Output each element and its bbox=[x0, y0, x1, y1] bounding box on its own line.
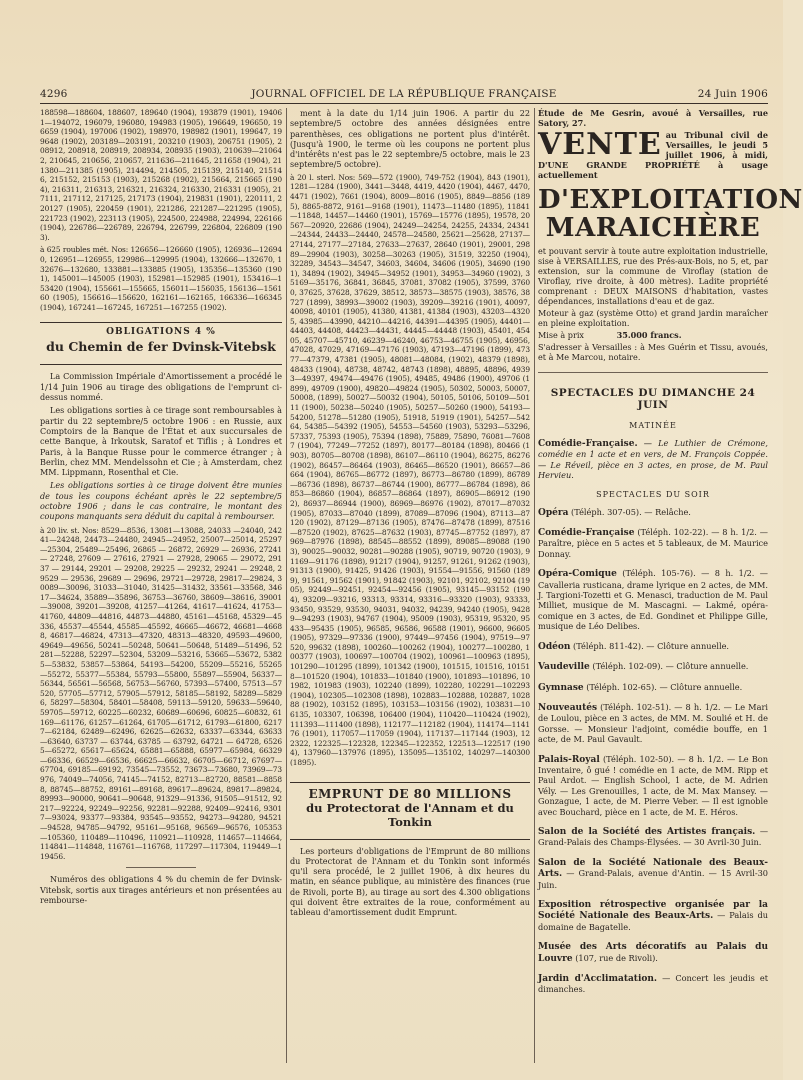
theatre-name: Nouveautés bbox=[538, 702, 598, 713]
header-rule bbox=[40, 103, 768, 104]
section-heading-box bbox=[40, 322, 282, 365]
column-2 bbox=[290, 108, 530, 1068]
ad-price-label: Mise à prix bbox=[538, 330, 584, 340]
exhibition-name: Exposition rétrospective organisée par la Société Nationale des Beaux-Arts. bbox=[538, 900, 768, 922]
column-1 bbox=[40, 108, 282, 1068]
ad-price: 35.000 francs. bbox=[616, 330, 682, 340]
issue-date: 24 Juin 1906 bbox=[697, 88, 768, 100]
column-divider-2 bbox=[534, 108, 535, 1063]
spectacles-title: SPECTACLES DU DIMANCHE 24 JUIN bbox=[550, 387, 756, 411]
ad-price-line bbox=[538, 330, 768, 340]
section-heading-box bbox=[290, 782, 530, 840]
theatre-entry bbox=[538, 568, 768, 631]
ad-body: et pouvant servir à toute autre exploitation industrielle, sise à VERSAILLES, rue des Prés-aux-Bois, no 5, et, par extension, sur la commune de Viroflay (station de Viroflay, rive droite, à 400 mètres). Ladite propriété comprenant : DEUX MAISONS d'habitation, vastes dépendances, installations d'eau et de gaz. bbox=[538, 246, 768, 306]
footer-paragraph: Numéros des obligations 4 % du chemin de fer Dvinsk-Vitebsk, sortis aux tirages antérieurs et non présentées au rembourse- bbox=[40, 874, 282, 905]
ad-line: au Tribunal civil de Versailles, le jeudi 5 juillet 1906, à midi, D'UNE GRANDE PROPRIÉTÉ à usage actuellement bbox=[538, 130, 768, 180]
theatre-detail: (Téléph. 102-22). — 8 h. 1/2. — Paraître, pièce en 5 actes et 5 tableaux, de M. Maurice Donnay. bbox=[538, 527, 768, 559]
column-divider-1 bbox=[286, 108, 287, 1063]
theatre-entry bbox=[538, 682, 768, 693]
theatre-name: Odéon bbox=[538, 641, 571, 652]
notice-paragraph: La Commission Impériale d'Amortissement a procédé le 1/14 Juin 1906 au tirage des obligations de l'emprunt ci-dessus nommé. bbox=[40, 371, 282, 403]
exhibition-name: Salon de la Société des Artistes français. bbox=[538, 826, 756, 837]
theatre-entry bbox=[538, 527, 768, 559]
theatre-detail: (Téléph. 102-65). — Clôture annuelle. bbox=[586, 681, 743, 692]
separator bbox=[538, 372, 768, 373]
exhibition-detail: — Grand-Palais, avenue d'Antin. — 15 Avril-30 Juin. bbox=[538, 868, 769, 890]
section-label: OBLIGATIONS 4 % bbox=[106, 327, 216, 338]
exhibition-name: Salon de la Société Nationale des Beaux-Arts. bbox=[538, 857, 768, 880]
theatre-name: Palais-Royal bbox=[538, 754, 600, 765]
ad-headline: D'EXPLOITATION MARAICHÈRE bbox=[538, 185, 803, 243]
theatre-entry bbox=[538, 754, 768, 817]
page-number: 4296 bbox=[40, 88, 68, 100]
bond-numbers-block: à 20 liv. st. Nos: 8529—8536, 13081—13088, 24033 —24040, 24241—24248, 24473—24480, 24945—24952, 25007—25014, 25297—25304, 25489—25496, 26865 — 26872, 26929 — 26936, 27241 — 27248, 27609 — 27616, 27921 — 27928, 29065 — 29072, 29137 — 29144, 29201 — 29208, 29225 — 29232, 29241 — 29248, 29529 — 29536, 29689 — 29696, 29721—29728, 29817—29824, 30089—30096, 31033—31040, 31425—31432, 33561—33568, 34617—34624, 35889—35896, 36753—36760, 38609—38616, 39001—39008, 39201—39208, 41257—41264, 41617—41624, 41753—41760, 44809—44816, 44873—44880, 45161—45168, 45329—45336, 45537—45544, 45585—45592, 46665—46672, 46681—46688, 46817—46824, 47313—47320, 48313—48320, 49593—49600, 49649—49656, 50241—50248, 50641—50648, 51489—51496, 52281—52288, 52297—52304, 53209—53216, 53665—53672, 53825—53832, 53857—53864, 54193—54200, 55209—55216, 55265—55272, 55377—55384, 55793—55800, 55897—55904, 56337—56344, 56561—56568, 56753—56760, 57393—57400, 57513—57520, 57705—57712, 57905—57912, 58185—58192, 58289—58296, 58297—58304, 58401—58408, 59113—59120, 59633—59640, 59705—59712, 60225—60232, 60689—60696, 60825—60832, 61169—61176, 61257—61264, 61705—61712, 61793—61800, 62177—62184, 62489—62496, 62625—62632, 63337—63344, 63633—63640, 63737 — 63744, 63785 — 63792, 64721 — 64728, 65265—65272, 65617—65624, 65881—65888, 65977—65984, 66329—66336, 66529—66536, 66625—66632, 66705—66712, 67697—67704, 69185—69192, 73545—73552, 73673—73680, 73969—73976, 74049—74056, 74145—74152, 82713—82720, 88581—88588, 88745—88752, 89161—89168, 89617—89624, 89817—89824, 89993—90000, 90641—90648, 91329—91336, 91505—91512, 92217—92224, 92249—92256, 92281—92288, 92409—92416, 93017—93024, 93377—93384, 93545—93552, 94273—94280, 94521—94528, 94785—94792, 95161—95168, 96569—96576, 105353—105360, 110489—110496, 110921—110928, 114657—114664, 114841—114848, 116761—116768, 117297—117304, 119449—119456. bbox=[40, 525, 282, 861]
theatre-detail: (Téléph. 102-09). — Clôture annuelle. bbox=[592, 661, 749, 672]
theatre-detail: (Téléph. 811-42). — Clôture annuelle. bbox=[573, 640, 730, 651]
journal-title: JOURNAL OFFICIEL DE LA RÉPUBLIQUE FRANÇAISE bbox=[251, 88, 557, 100]
exhibition-name: Musée des Arts décoratifs au Palais du Louvre bbox=[538, 942, 768, 964]
bond-numbers-block: 188598—188604, 188607, 189640 (1904), 193879 (1901), 194061—194072, 196079, 196080, 194983 (1905), 196649, 196650, 196659 (1904), 197006 (1902), 198970, 198982 (1901), 199647, 199648 (1902), 203189—203191, 203210 (1903), 206751 (1905), 208912, 208918, 208919, 208934, 208935 (1903), 210639—210642, 210645, 210656, 210657, 211636—211645, 211658 (1904), 211380—211385 (1905), 214494, 214505, 215139, 215140, 215146, 215152, 215153 (1903), 215268 (1902), 215664, 215665 (1904), 216311, 216313, 216321, 216324, 216330, 216331 (1905), 217111, 217112, 217125, 217173 (1904), 219831 (1901), 220111, 220127 (1905), 220459 (1901), 221286, 221287—221295 (1905), 221723 (1902), 223113 (1905), 224500, 224988, 224994, 226166 (1904), 226786—226789, 226794, 226799, 226804, 226809 (1903). bbox=[40, 108, 282, 242]
column-3 bbox=[538, 108, 803, 1068]
exhibition-detail: — Concert les jeudis et dimanches. bbox=[538, 973, 768, 995]
section-subtitle: du Protectorat de l'Annam et du Tonkin bbox=[306, 800, 514, 829]
exhibition-detail: (107, rue de Rivoli). bbox=[575, 952, 658, 963]
bond-numbers-block: à 625 roubles mét. Nos: 126656—126660 (1905), 126936—126940, 126951—126955, 129986—129995 (1904), 132666—132670, 132676—132680, 133881—133885 (1905), 135356—135360 (1901), 145001—145005 (1903), 152981—152985 (1901), 153416—153420 (1904), 155661—155665, 156011—156035, 156136—156160 (1905), 156616—156620, 162161—162165, 166336—166345 (1904), 167241—167245, 167251—167255 (1902). bbox=[40, 245, 282, 312]
notice-paragraph: Les porteurs d'obligations de l'Emprunt de 80 millions du Protectorat de l'Annam et du Tonkin sont informés qu'il sera procédé, le 2 juillet 1906, à dix heures du matin, en séance publique, au ministère des finances (rue de Rivoli, porte B), au tirage au sort des 4.300 obligations qui doivent être extraites de la roue, conformément au tableau d'amortissement dudit Emprunt. bbox=[290, 845, 530, 918]
theatre-name: Vaudeville bbox=[538, 662, 590, 673]
theatre-entry bbox=[538, 438, 768, 481]
notice-paragraph: Les obligations sorties à ce tirage sont remboursables à partir du 22 septembre/5 octobre 1906 : en Russie, aux Comptoirs de la Banque de l'État et aux succursales de cette Banque, à Irkoutsk, Saratof et Tiflis ; à Londres et Paris, à la Banque Russe pour le commerce étranger ; à Berlin, chez MM. Mendelssohn et Cie ; à Amsterdam, chez MM. Lippmann, Rosenthal et Cie. bbox=[40, 405, 282, 478]
ad-vente-word: VENTE bbox=[538, 127, 662, 162]
theatre-name: Gymnase bbox=[538, 682, 584, 693]
theatre-detail: (Téléph. 102-51). — 8 h. 1/2. — Le Mari de Loulou, pièce en 3 actes, de MM. M. Soulié et H. de Gorsse. — Monsieur l'adjoint, comédie bouffe, en 1 acte, de M. Paul Gavault. bbox=[538, 701, 768, 745]
exhibition-entry bbox=[538, 899, 768, 932]
ad-vente-block bbox=[538, 127, 768, 180]
theatre-detail: (Téléph. 307-05). — Relâche. bbox=[571, 506, 691, 517]
ad-contact: S'adresser à Versailles : à Mes Guérin et Tissu, avoués, et à Me Marcou, notaire. bbox=[538, 342, 768, 362]
section-title: du Chemin de fer Dvinsk-Vitebsk bbox=[46, 339, 276, 355]
ad-motor: Moteur à gaz (système Otto) et grand jardin maraîcher en pleine exploitation. bbox=[538, 308, 768, 328]
theatre-detail: (Téléph. 105-76). — 8 h. 1/2. — Cavalleria rusticana, drame lyrique en 2 actes, de MM. J. Targioni-Tozetti et G. Menasci, traduction de M. Paul Milliet, musique de M. Mascagni. — Lakmé, opéra-comique en 3 actes, de Ed. Gondinet et Philippe Gille, musique de Léo Delibes. bbox=[538, 568, 768, 632]
exhibition-name: Jardin d'Acclimatation. bbox=[538, 974, 658, 985]
bond-numbers-block: à 20 l. sterl. Nos: 569—572 (1900), 749-752 (1904), 843 (1901), 1281—1284 (1900), 3441—3448, 4419, 4420 (1904), 4467, 4470, 4471 (1902), 7661 (1904), 8009—8016 (1905), 8849—8856 (1895), 8865-8872, 9161—9168 (1901), 11473—11480 (1895), 11841—11848, 14457—14460 (1901), 15769—15776 (1895), 19578, 20567—20920, 22686 (1904), 24249—24254, 24255, 24334, 24341—24344, 24433—24440, 24578—24580, 25621—25628, 27137—27144, 27177—27184, 27633—27637, 28640 (1901), 29001, 29889—29904 (1903), 30258—30263 (1905), 31519, 32250 (1904), 32289, 34543—34547, 34603, 34604, 34606 (1905), 34690 (1901), 34894 (1902), 34945—34952 (1901), 34953—34960 (1902), 35169—35176, 36841, 36845, 37081, 37082 (1905), 37599, 37600, 37625, 37628, 37629, 38512, 38573—38575 (1903), 38576, 38727 (1899), 38993—39002 (1903), 39209—39216 (1901), 40097, 40098, 40101 (1905), 41380, 41381, 41384 (1903), 43203—43205, 43985—43990, 44210—44216, 44391—44395 (1905), 44401—44403, 44408, 44423—44431, 44445—44448 (1903), 45401, 45405, 45707—45710, 46239—46240, 46753—46755 (1905), 46956, 47028, 47029, 47169—47176 (1903), 47193—47196 (1899), 47377—47379, 47381 (1905), 48081—48084, (1902), 48379 (1898), 48433 (1904), 48738, 48742, 48743 (1898), 48895, 48896, 49393—49397, 49474—49476 (1905), 49485, 49486 (1900), 49706 (1899), 49709 (1900), 49820—49824 (1905), 50302, 50003, 50007, 50008, (1899), 50027—50032 (1904), 50105, 50106, 50109—50111 (1900), 50238—50240 (1905), 50257—50260 (1900), 54193—54200, 51278—51280 (1905), 51918, 51919 (1901), 54257—54264, 54385—54392 (1905), 54553—54560 (1903), 53293—53296, 57337, 75393 (1905), 75394 (1898), 75889, 75890, 76081—76087 (1904), 77249—77252 (1897), 80177—80184 (1898), 80466 (1903), 80705—80708 (1898), 86107—86110 (1904), 86275, 86276 (1902), 86457—86464 (1903), 86465—86520 (1901), 86657—86664 (1904), 86765—86772 (1897), 86773—86780 (1899), 86789—86736 (1898), 86737—86744 (1900), 86777—86784 (1898), 86853—86860 (1904), 86857—86864 (1897), 86905—86912 (1902), 86937—86944 (1900), 86969—86976 (1902), 87017—87032 (1905), 87033—87040 (1899), 87089—87096 (1904), 87113—87120 (1902), 87129—87136 (1905), 87476—87478 (1899), 87516—87520 (1902), 87625—87632 (1903), 87745—87752 (1897), 87969—87976 (1898), 88545—88552 (1899), 89085—89088 (1903), 90025—90032, 90281—90288 (1905), 90719, 90720 (1903), 91169—91176 (1898), 91217 (1904), 91257, 91261, 91262 (1903), 91313 (1900), 91425, 91426 (1903), 91554—91556, 91560 (1899), 91561, 91562 (1901), 91842 (1903), 92101, 92102, 92104 (1905), 92449—92451, 92454—92456 (1905), 93145—93152 (1904), 93209—93216, 93313, 93314, 93316—93320 (1903), 93333, 93450, 93529, 93530, 94031, 94032, 94239, 94240 (1905), 94289—94293 (1903), 94767 (1904), 95009 (1903), 95319, 95320, 95433—95435 (1905), 96585, 96586, 96588 (1901), 96600, 96605 (1905), 97329—97336 (1900), 97449—97456 (1904), 97519—97520, 99632 (1898), 100260—100262 (1904), 100277—100280, 100377 (1903), 100697—100704 (1902), 100961—100963 (1895), 101290—101295 (1899), 101342 (1900), 101515, 101516, 101518—101520 (1904), 101833—101840 (1900), 101893—101896, 101982, 101983 (1903), 102240 (1899), 102280, 102291—102293 (1904), 102305—102308 (1898), 102883—102888, 102887, 102888 (1902), 103152 (1895), 103153—103156 (1902), 103831—106135, 103307, 106398, 106400 (1904), 110420—110424 (1902), 111393—111400 (1898), 112177—112182 (1904), 114174—114176 (1901), 117057—117059 (1904), 117137—117144 (1903), 122322, 122325—122328, 122345—122352, 122513—122517 (1904), 137960—137976 (1895), 135095—135102, 140297—140300 (1895). bbox=[290, 172, 530, 767]
theatre-name: Comédie-Française. bbox=[538, 439, 638, 449]
theatre-entry bbox=[538, 641, 768, 652]
notice-paragraph: Les obligations sorties à ce tirage doivent être munies de tous les coupons échéant après le 22 septembre/5 octobre 1906 ; dans le cas contraire, le montant des coupons manquants sera déduit du capital à rembourser. bbox=[40, 480, 282, 522]
page-header bbox=[40, 88, 768, 104]
ad-intro: Étude de Me Gesrin, avoué à Versailles, rue Satory, 27. bbox=[538, 108, 768, 128]
exhibition-entry bbox=[538, 826, 768, 848]
theatre-entry bbox=[538, 661, 768, 672]
section-title: EMPRUNT DE 80 MILLIONS bbox=[308, 786, 512, 801]
theatre-detail: (Téléph. 102-50). — 8 h. 1/2. — Le Bon Inventaire, ô gué ! comédie en 1 acte, de MM. Ripp et Paul Ardot. — English School, 1 acte, de M. Adrien Vély. — Les Grenouilles, 1 acte, de M. Max Mansey. — Gonzague, 1 acte, de M. Pierre Veber. — Il est ignoble avec Bouchard, pièce en 1 acte, de M. E. Héros. bbox=[538, 753, 768, 817]
exhibition-entry bbox=[538, 857, 768, 890]
exhibition-entry bbox=[538, 941, 768, 964]
theatre-name: Comédie-Française bbox=[538, 528, 635, 539]
separator bbox=[126, 867, 196, 868]
soiree-label: SPECTACLES DU SOIR bbox=[596, 489, 710, 499]
exhibition-detail: — Grand-Palais des Champs-Élysées. — 30 Avril-30 Juin. bbox=[538, 825, 768, 848]
theatre-entry bbox=[538, 507, 768, 518]
theatre-name: Opéra-Comique bbox=[538, 569, 617, 580]
theatre-name: Opéra bbox=[538, 507, 569, 518]
exhibition-entry bbox=[538, 973, 768, 995]
exhibition-detail: — Palais du domaine de Bagatelle. bbox=[538, 910, 769, 932]
notice-paragraph: ment à la date du 1/14 juin 1906. A partir du 22 septembre/5 octobre des années désignées entre parenthèses, ces obligations ne portent plus d'intérêt. (Jusqu'à 1900, le terme où les coupons ne portent plus d'intérêts n'est pas le 22 septembre/5 octobre, mais le 23 septembre/5 octobre). bbox=[290, 108, 530, 170]
matinee-label: MATINÉE bbox=[629, 421, 677, 430]
theatre-detail: — Le Luthier de Crémone, comédie en 1 acte et en vers, de M. François Coppée. — Le Réveil, pièce en 3 actes, en prose, de M. Paul Hervieu. bbox=[538, 438, 768, 481]
theatre-entry bbox=[538, 702, 768, 745]
